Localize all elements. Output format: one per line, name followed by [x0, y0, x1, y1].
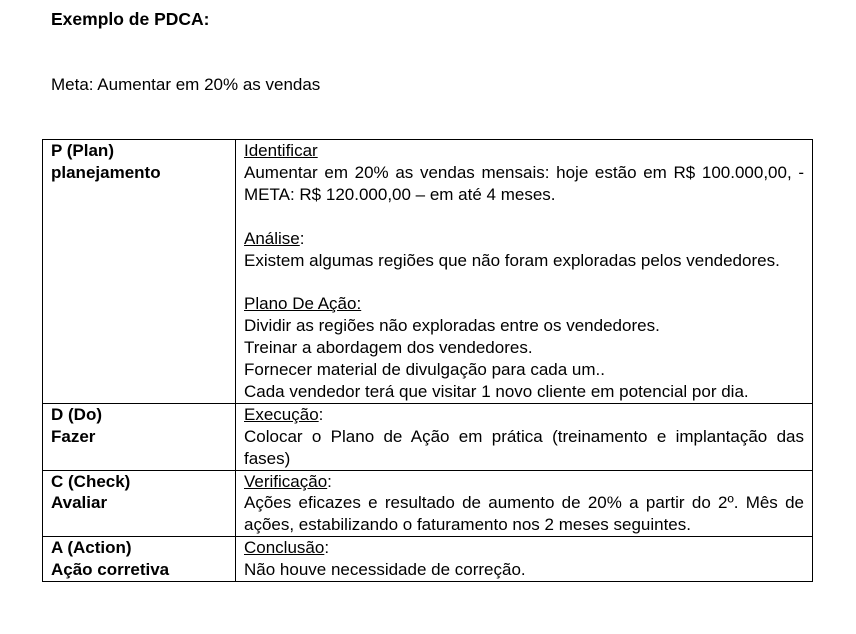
table-row-check [43, 470, 813, 537]
section-heading: Conclusão: [244, 538, 330, 558]
phase-code: A (Action) [51, 538, 132, 558]
section-conclusao [244, 537, 804, 581]
section-text: Dividir as regiões não exploradas entre os vendedores. [244, 316, 660, 336]
phase-code: D (Do) [51, 404, 102, 424]
phase-name: Ação corretiva [51, 560, 170, 580]
content-cell-plan [236, 140, 813, 404]
content-cell-do [236, 403, 813, 470]
table-row-action [43, 537, 813, 582]
section-analise [244, 228, 804, 272]
content-cell-check [236, 470, 813, 537]
section-heading: Execução: [244, 404, 324, 424]
section-text: Ações eficazes e resultado de aumento de 20% a partir do 2º. Mês de ações, estabilizando o faturamento nos 2 meses seguintes. [244, 493, 804, 535]
section-heading: Análise: [244, 228, 305, 248]
phase-cell-plan [43, 140, 236, 404]
pdca-table [42, 139, 813, 582]
goal-statement: Meta: Aumentar em 20% as vendas [51, 75, 321, 94]
section-verificacao [244, 471, 804, 537]
phase-code: P (Plan) [51, 141, 114, 160]
phase-name: planejamento [51, 162, 161, 182]
phase-name: Avaliar [51, 493, 108, 513]
section-text: Treinar a abordagem dos vendedores. [244, 338, 533, 358]
phase-cell-do [43, 403, 236, 470]
table-row-plan [43, 140, 813, 404]
section-text: Fornecer material de divulgação para cada um.. [244, 360, 605, 380]
section-text: Não houve necessidade de correção. [244, 560, 526, 580]
section-execucao [244, 404, 804, 470]
section-text: Aumentar em 20% as vendas mensais: hoje estão em R$ 100.000,00, - META: R$ 120.000,00 – em até 4 meses. [244, 162, 804, 204]
phase-cell-action [43, 537, 236, 582]
section-heading: Identificar [244, 141, 318, 160]
table-row-do [43, 403, 813, 470]
phase-cell-check [43, 470, 236, 537]
phase-name: Fazer [51, 426, 96, 446]
section-text: Colocar o Plano de Ação em prática (treinamento e implantação das fases) [244, 426, 804, 468]
section-text: Cada vendedor terá que visitar 1 novo cliente em potencial por dia. [244, 381, 749, 401]
section-text: Existem algumas regiões que não foram exploradas pelos vendedores. [244, 250, 780, 270]
phase-code: C (Check) [51, 471, 131, 491]
section-plano-de-acao [244, 293, 804, 403]
content-cell-action [236, 537, 813, 582]
section-heading: Plano De Ação: [244, 294, 362, 314]
document-title: Exemplo de PDCA: [51, 9, 210, 29]
section-identificar [244, 140, 804, 206]
section-heading: Verificação: [244, 471, 332, 491]
